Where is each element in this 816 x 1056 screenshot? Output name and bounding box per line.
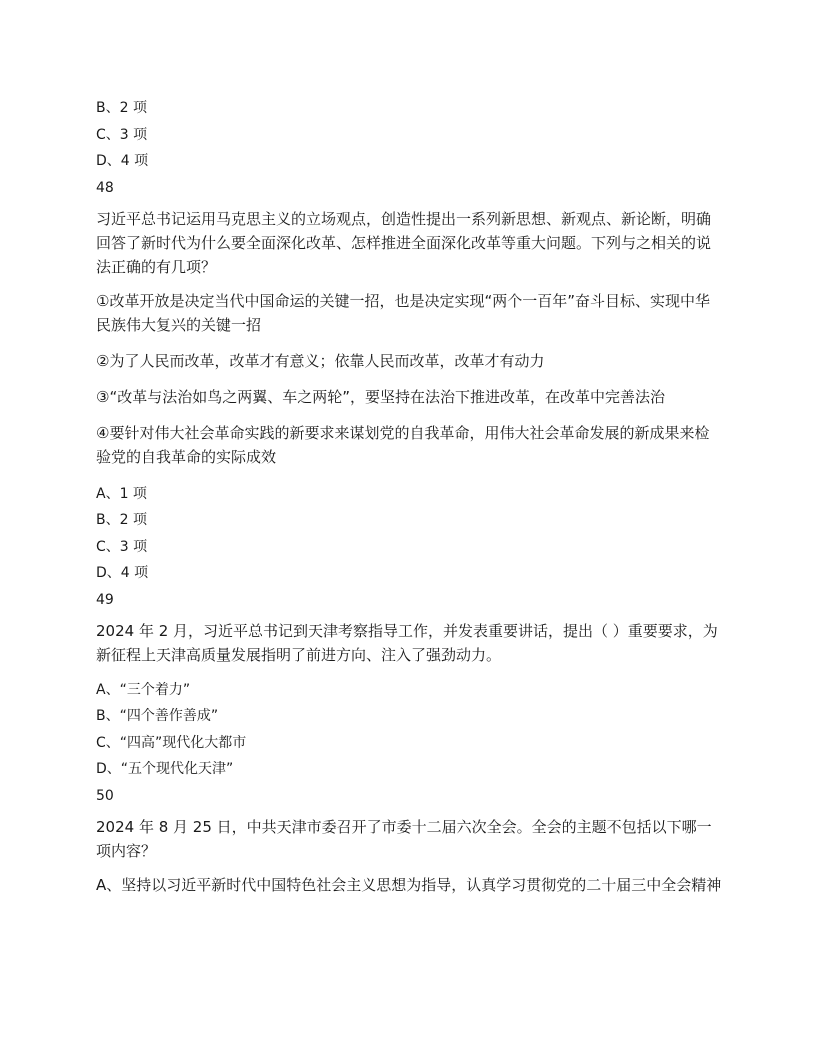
- statement-4: ④要针对伟大社会革命实践的新要求来谋划党的自我革命，用伟大社会革命发展的新成果来检验党的自我革命的实际成效: [96, 423, 710, 466]
- option-c[interactable]: C、3 项: [96, 126, 148, 143]
- option-a[interactable]: A、坚持以习近平新时代中国特色社会主义思想为指导，认真学习贯彻党的二十届三中全会精神: [96, 875, 722, 894]
- statement-2: ②为了人民而改革，改革才有意义；依靠人民而改革，改革才有动力: [96, 351, 545, 370]
- option-a[interactable]: A、“三个着力”: [96, 681, 191, 698]
- question-number: 48: [96, 179, 114, 196]
- question-document: [96, 95, 722, 907]
- question-50: [96, 783, 722, 897]
- question-stem: 2024 年 8 月 25 日，中共天津市委召开了市委十二届六次全会。全会的主题不包括以下哪一项内容？: [96, 817, 712, 860]
- question-48: [96, 175, 722, 587]
- question-stem: 习近平总书记运用马克思主义的立场观点，创造性提出一系列新思想、新观点、新论断，明确回答了新时代为什么要全面深化改革、怎样推进全面深化改革等重大问题。下列与之相关的说法正确的有几项？: [96, 209, 712, 276]
- option-b[interactable]: B、“四个善作善成”: [96, 708, 219, 724]
- question-stem: 2024 年 2 月，习近平总书记到天津考察指导工作，并发表重要讲话，提出（ ）重要要求，为新征程上天津高质量发展指明了前进方向、注入了强劲动力。: [96, 621, 718, 664]
- option-b[interactable]: B、2 项: [96, 100, 147, 116]
- question-49: [96, 587, 722, 783]
- option-b[interactable]: B、2 项: [96, 512, 147, 528]
- statement-1: ①改革开放是决定当代中国命运的关键一招，也是决定实现“两个一百年”奋斗目标、实现中华民族伟大复兴的关键一招: [96, 291, 710, 334]
- option-d[interactable]: D、“五个现代化天津”: [96, 761, 234, 777]
- statement-3: ③“改革与法治如鸟之两翼、车之两轮”，要坚持在法治下推进改革，在改革中完善法治: [96, 387, 665, 406]
- question-number: 50: [96, 787, 114, 804]
- option-c[interactable]: C、3 项: [96, 538, 148, 555]
- option-c[interactable]: C、“四高”现代化大都市: [96, 734, 247, 751]
- option-d[interactable]: D、4 项: [96, 153, 149, 169]
- option-a[interactable]: A、1 项: [96, 485, 147, 502]
- option-d[interactable]: D、4 项: [96, 565, 149, 581]
- q47-options: [96, 95, 722, 175]
- question-number: 49: [96, 591, 114, 608]
